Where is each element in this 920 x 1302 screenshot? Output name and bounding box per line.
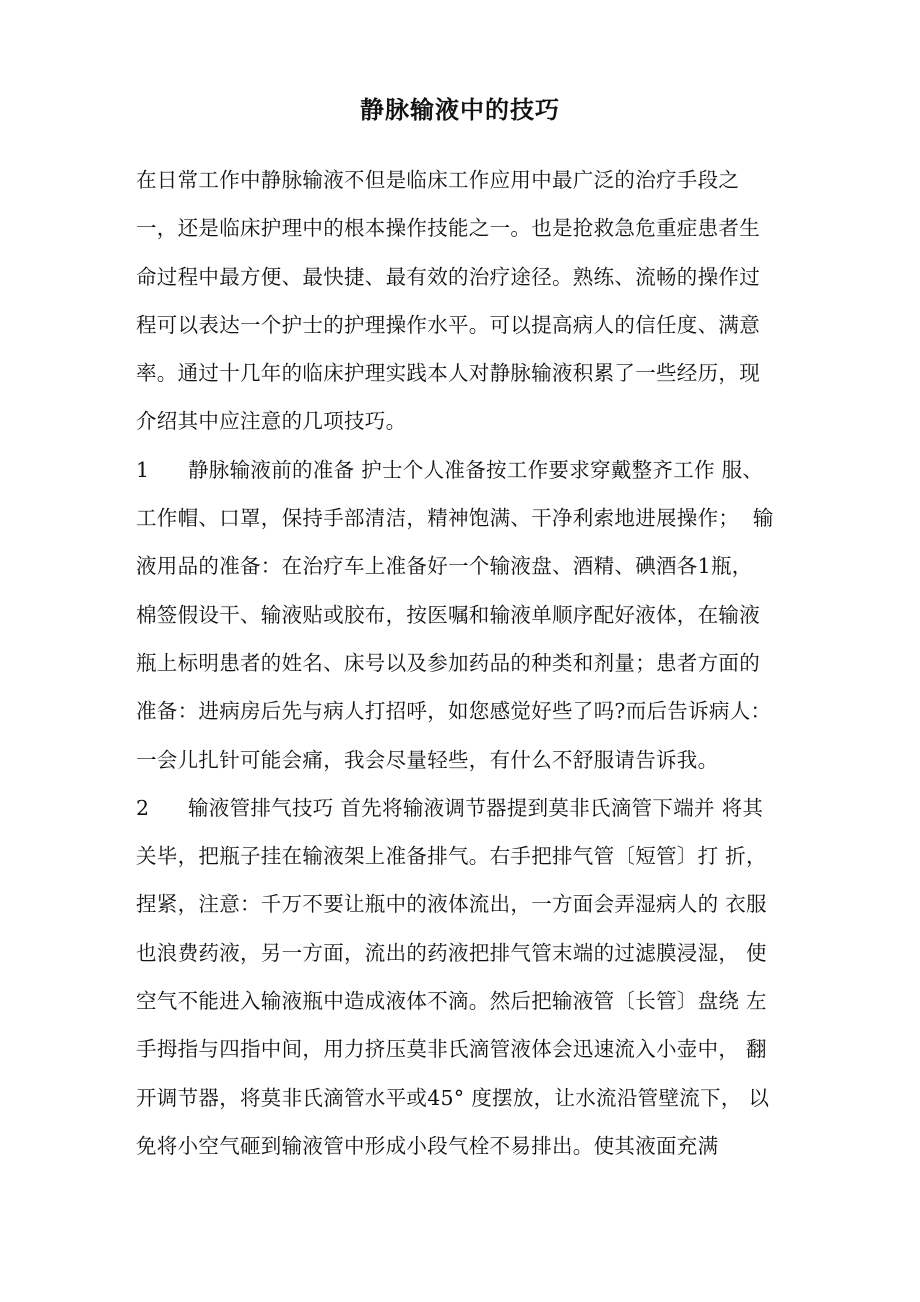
text-line: 棉签假设干、输液贴或胶布，按医嘱和输液单顺序配好液体，在输液	[136, 602, 760, 627]
text-line: 手拇指与四指中间，用力挤压莫非氏滴管液体会迅速流入小壶中， 翻	[136, 1037, 767, 1062]
text-line: 液用品的准备：在治疗车上准备好一个输液盘、酒精、碘酒各1瓶，	[136, 554, 753, 579]
text-line: 瓶上标明患者的姓名、床号以及参加药品的种类和剂量；患者方面的	[136, 650, 760, 675]
section-heading-line	[136, 784, 816, 832]
text-line: 捏紧，注意：千万不要让瓶中的液体流出，一方面会弄湿病人的 衣服	[136, 892, 767, 917]
text-line: 介绍其中应注意的几项技巧。	[136, 409, 407, 434]
text-line: 率。通过十几年的临床护理实践本人对静脉输液积累了一些经历，现	[136, 361, 760, 386]
text-line: 空气不能进入输液瓶中造成液体不滴。然后把输液管〔长管〕盘绕 左	[136, 989, 767, 1014]
text-line: 也浪费药液，另一方面，流出的药液把排气管末端的过滤膜浸湿， 使	[136, 940, 767, 965]
text-line: 在日常工作中静脉输液不但是临床工作应用中最广泛的治疗手段之	[136, 168, 740, 192]
text-line: 关毕，把瓶子挂在输液架上准备排气。右手把排气管〔短管〕打 折，	[136, 844, 767, 869]
text-line: 输液管排气技巧 首先将输液调节器提到莫非氏滴管下端并 将其	[188, 795, 764, 820]
text-line: 免将小空气砸到输液管中形成小段气栓不易排出。使其液面充满	[136, 1133, 719, 1158]
text-line: 命过程中最方便、最快捷、最有效的治疗途径。熟练、流畅的操作过	[136, 264, 760, 289]
document-title: 静脉输液中的技巧	[360, 96, 560, 124]
text-line: 工作帽、口罩，保持手部清洁，精神饱满、干净利索地进展操作； 输	[136, 506, 774, 531]
document-body	[136, 156, 816, 1170]
section-number: 2	[136, 795, 150, 820]
text-line: 准备：进病房后先与病人打招呼，如您感觉好些了吗?而后告诉病人：	[136, 699, 772, 724]
text-line: 一会儿扎针可能会痛，我会尽量轻些，有什么不舒服请告诉我。	[136, 747, 719, 772]
text-line: 静脉输液前的准备 护士个人准备按工作要求穿戴整齐工作 服、	[188, 457, 764, 482]
text-line: 开调节器，将莫非氏滴管水平或45° 度摆放，让水流沿管壁流下， 以	[136, 1085, 770, 1110]
text-line: 一，还是临床护理中的根本操作技能之一。也是抢救急危重症患者生	[136, 216, 760, 241]
text-line: 程可以表达一个护士的护理操作水平。可以提高病人的信任度、满意	[136, 312, 760, 337]
section-heading-line	[136, 446, 816, 494]
section-number: 1	[136, 457, 150, 482]
